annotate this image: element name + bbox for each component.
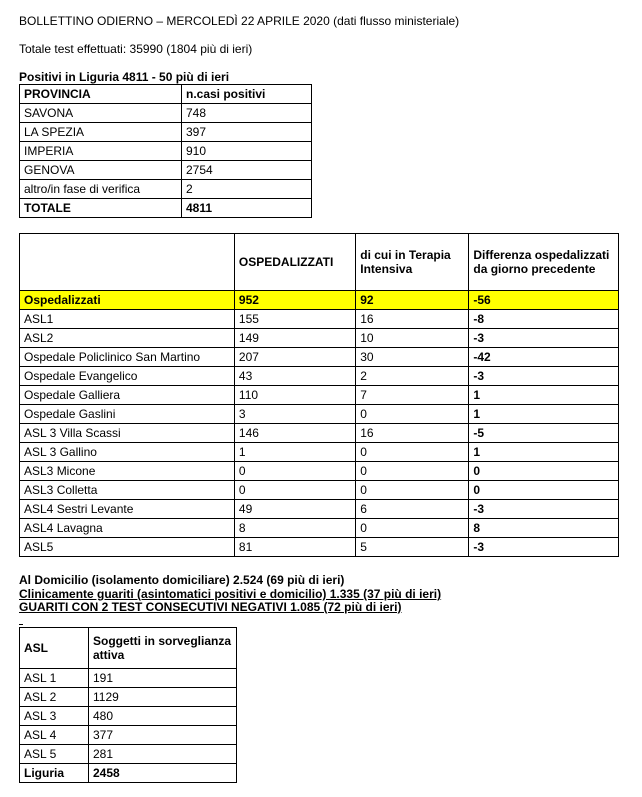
subjects-cell: 191: [89, 669, 237, 688]
difference-cell: -56: [469, 291, 619, 310]
table-row: [20, 424, 619, 443]
positives-heading: Positivi in Liguria 4811 - 50 più di ieri: [19, 70, 230, 84]
hospitalized-cell: 3: [234, 405, 355, 424]
table-row: [20, 688, 237, 707]
difference-cell: -3: [469, 329, 619, 348]
structure-cell: Ospedale Policlinico San Martino: [20, 348, 235, 367]
table-header-row: [20, 234, 619, 291]
structure-cell: Ospedale Galliera: [20, 386, 235, 405]
column-header-structure: [20, 234, 235, 291]
structure-cell: ASL2: [20, 329, 235, 348]
intensive-cell: 7: [356, 386, 469, 405]
structure-cell: ASL 3 Gallino: [20, 443, 235, 462]
column-header-intensive-care: di cui in Terapia Intensiva: [356, 234, 469, 291]
table-row: [20, 405, 619, 424]
hospitalized-cell: 0: [234, 481, 355, 500]
healed-text: GUARITI CON 2 TEST CONSECUTIVI NEGATIVI 1.085 (72 più di ieri): [19, 600, 402, 614]
structure-cell: ASL1: [20, 310, 235, 329]
hospitalized-cell: 43: [234, 367, 355, 386]
table-row: [20, 104, 312, 123]
difference-cell: -3: [469, 538, 619, 557]
cases-cell: 748: [182, 104, 312, 123]
hospitalized-cell: 146: [234, 424, 355, 443]
hospitalized-cell: 155: [234, 310, 355, 329]
column-header-surveillance: Soggetti in sorveglianza attiva: [89, 628, 237, 669]
table-row: [20, 310, 619, 329]
hospitalized-cell: 0: [234, 462, 355, 481]
total-row: [20, 199, 312, 218]
subjects-cell: 377: [89, 726, 237, 745]
table-row: [20, 329, 619, 348]
structure-cell: ASL4 Lavagna: [20, 519, 235, 538]
difference-cell: -3: [469, 367, 619, 386]
subjects-cell: 480: [89, 707, 237, 726]
hospitalized-table: [19, 233, 619, 557]
hospitalized-cell: 81: [234, 538, 355, 557]
province-cell: SAVONA: [20, 104, 182, 123]
table-row: [20, 180, 312, 199]
asl-cell: ASL 2: [20, 688, 89, 707]
table-row: [20, 367, 619, 386]
column-header-provincia: PROVINCIA: [20, 85, 182, 104]
asl-cell: ASL 3: [20, 707, 89, 726]
divider-mark: [19, 624, 23, 625]
table-row: [20, 123, 312, 142]
total-value-cell: 4811: [182, 199, 312, 218]
difference-cell: 1: [469, 386, 619, 405]
difference-cell: -5: [469, 424, 619, 443]
intensive-cell: 16: [356, 310, 469, 329]
intensive-cell: 92: [356, 291, 469, 310]
table-row: [20, 519, 619, 538]
structure-cell: ASL3 Micone: [20, 462, 235, 481]
hospitalized-cell: 207: [234, 348, 355, 367]
table-row: [20, 707, 237, 726]
difference-cell: 0: [469, 462, 619, 481]
cases-cell: 910: [182, 142, 312, 161]
total-label-cell: Liguria: [20, 764, 89, 783]
table-row: [20, 745, 237, 764]
home-isolation-text: Al Domicilio (isolamento domiciliare) 2.524 (69 più di ieri): [19, 573, 345, 587]
total-value-cell: 2458: [89, 764, 237, 783]
asl-cell: ASL 1: [20, 669, 89, 688]
hospitalized-cell: 1: [234, 443, 355, 462]
table-row: [20, 481, 619, 500]
total-row: [20, 764, 237, 783]
structure-cell: ASL3 Colletta: [20, 481, 235, 500]
intensive-cell: 16: [356, 424, 469, 443]
table-row: [20, 669, 237, 688]
hospitalized-cell: 110: [234, 386, 355, 405]
difference-cell: 8: [469, 519, 619, 538]
province-cell: altro/in fase di verifica: [20, 180, 182, 199]
structure-cell: Ospedale Evangelico: [20, 367, 235, 386]
total-label-cell: TOTALE: [20, 199, 182, 218]
surveillance-table: [19, 627, 237, 783]
table-row: [20, 443, 619, 462]
structure-cell: Ospedalizzati: [20, 291, 235, 310]
column-header-difference: Differenza ospedalizzati da giorno precedente: [469, 234, 619, 291]
intensive-cell: 5: [356, 538, 469, 557]
intensive-cell: 0: [356, 405, 469, 424]
table-row: [20, 726, 237, 745]
table-row: [20, 142, 312, 161]
intensive-cell: 0: [356, 443, 469, 462]
intensive-cell: 30: [356, 348, 469, 367]
cases-cell: 2: [182, 180, 312, 199]
intensive-cell: 0: [356, 462, 469, 481]
table-header-row: [20, 628, 237, 669]
difference-cell: 1: [469, 405, 619, 424]
clinically-healed-text: Clinicamente guariti (asintomatici positivi e domicilio) 1.335 (37 più di ieri): [19, 587, 442, 601]
hospitalized-cell: 49: [234, 500, 355, 519]
subjects-cell: 1129: [89, 688, 237, 707]
structure-cell: ASL4 Sestri Levante: [20, 500, 235, 519]
difference-cell: 1: [469, 443, 619, 462]
table-row: [20, 161, 312, 180]
table-row: [20, 462, 619, 481]
province-cell: IMPERIA: [20, 142, 182, 161]
asl-cell: ASL 5: [20, 745, 89, 764]
cases-cell: 397: [182, 123, 312, 142]
highlight-row: [20, 291, 619, 310]
difference-cell: -42: [469, 348, 619, 367]
difference-cell: -8: [469, 310, 619, 329]
province-cell: LA SPEZIA: [20, 123, 182, 142]
hospitalized-cell: 149: [234, 329, 355, 348]
table-row: [20, 500, 619, 519]
subjects-cell: 281: [89, 745, 237, 764]
positives-table: [19, 84, 312, 218]
cases-cell: 2754: [182, 161, 312, 180]
structure-cell: Ospedale Gaslini: [20, 405, 235, 424]
structure-cell: ASL5: [20, 538, 235, 557]
structure-cell: ASL 3 Villa Scassi: [20, 424, 235, 443]
difference-cell: 0: [469, 481, 619, 500]
bulletin-title: BOLLETTINO ODIERNO – MERCOLEDÌ 22 APRILE 2020 (dati flusso ministeriale): [19, 14, 460, 28]
column-header-cases: n.casi positivi: [182, 85, 312, 104]
column-header-hospitalized: OSPEDALIZZATI: [234, 234, 355, 291]
intensive-cell: 10: [356, 329, 469, 348]
hospitalized-cell: 952: [234, 291, 355, 310]
intensive-cell: 0: [356, 519, 469, 538]
intensive-cell: 6: [356, 500, 469, 519]
total-tests-text: Totale test effettuati: 35990 (1804 più di ieri): [19, 42, 253, 56]
table-row: [20, 348, 619, 367]
intensive-cell: 0: [356, 481, 469, 500]
difference-cell: -3: [469, 500, 619, 519]
column-header-asl: ASL: [20, 628, 89, 669]
hospitalized-cell: 8: [234, 519, 355, 538]
table-row: [20, 386, 619, 405]
intensive-cell: 2: [356, 367, 469, 386]
table-header-row: [20, 85, 312, 104]
asl-cell: ASL 4: [20, 726, 89, 745]
table-row: [20, 538, 619, 557]
province-cell: GENOVA: [20, 161, 182, 180]
